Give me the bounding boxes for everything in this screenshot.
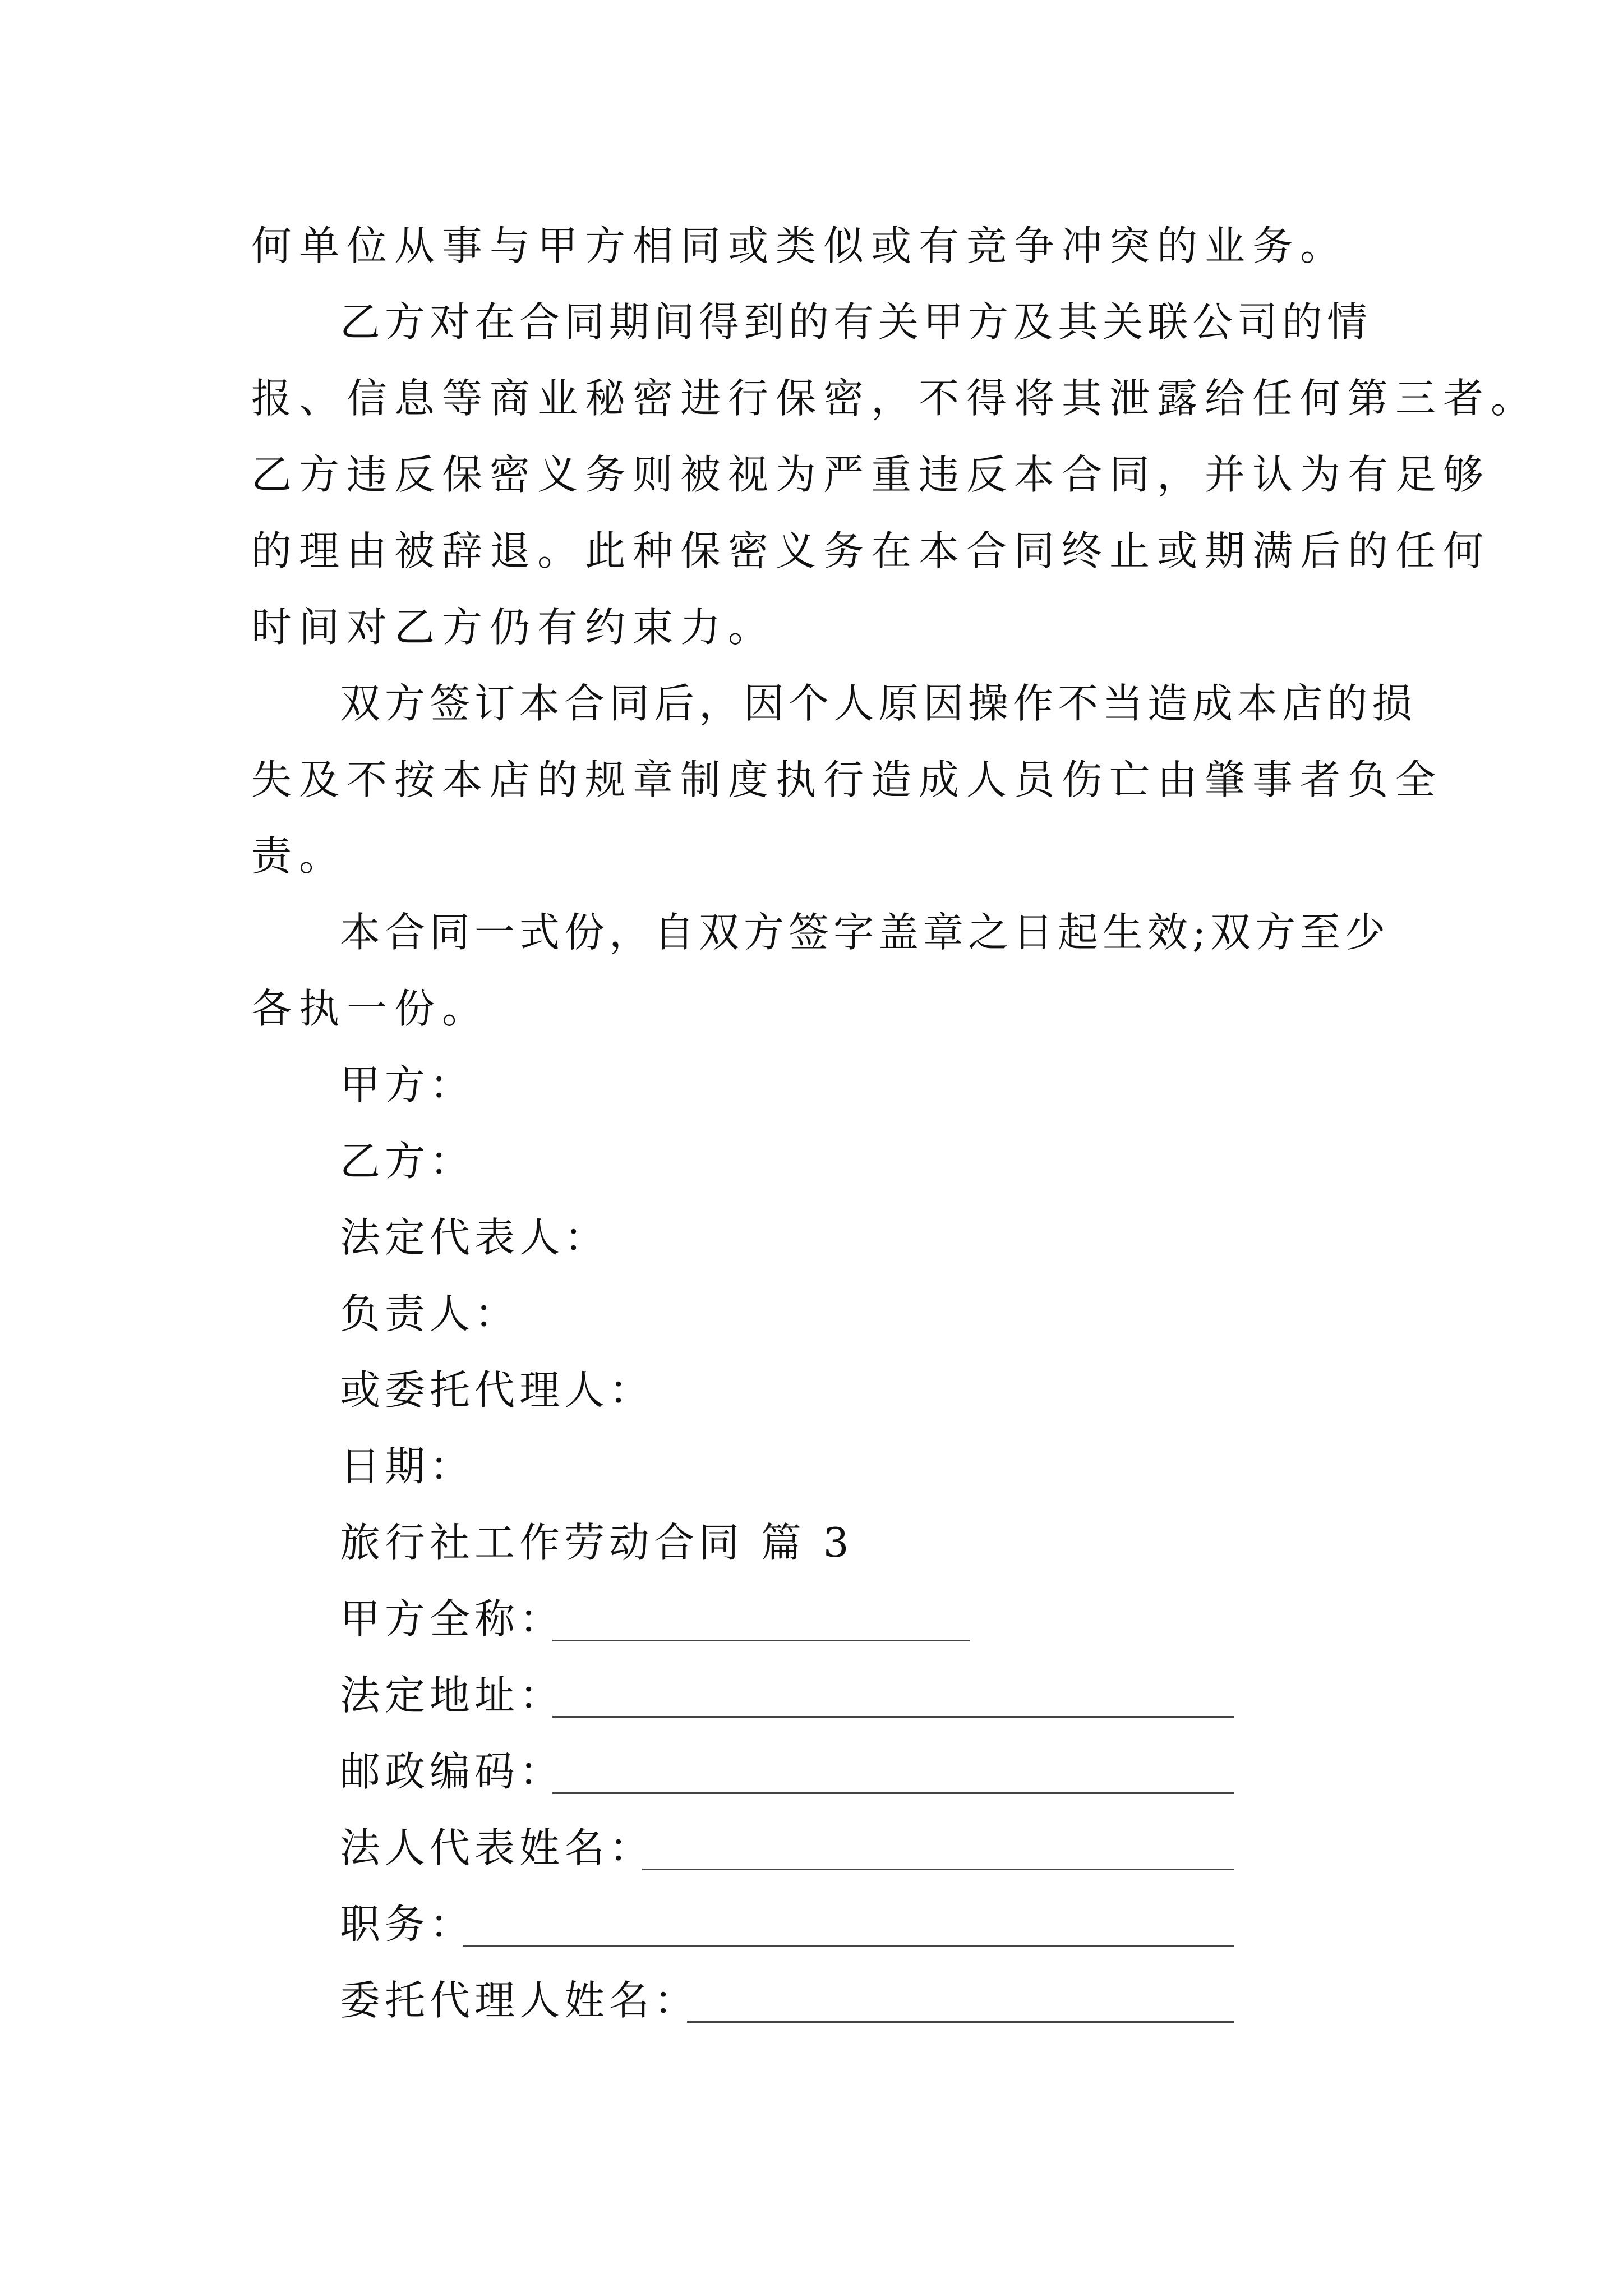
signature-party-b: 乙方： bbox=[340, 1138, 475, 1185]
field-blank-postal-code bbox=[552, 1792, 1234, 1794]
paragraph2-line2: 报、信息等商业秘密进行保密，不得将其泄露给任何第三者。 bbox=[251, 375, 1539, 422]
signature-party-a: 甲方： bbox=[340, 1061, 475, 1108]
paragraph3-line1: 双方签订本合同后，因个人原因操作不当造成本店的损 bbox=[340, 680, 1417, 727]
field-label-legal-address: 法定地址： bbox=[340, 1672, 565, 1719]
paragraph3-line2: 失及不按本店的规章制度执行造成人员伤亡由肇事者负全 bbox=[251, 756, 1444, 803]
paragraph3-line3: 责。 bbox=[251, 832, 347, 880]
paragraph4-line1: 本合同一式份，自双方签字盖章之日起生效;双方至少 bbox=[340, 909, 1390, 956]
field-blank-agent-name bbox=[687, 2021, 1234, 2023]
signature-date: 日期： bbox=[340, 1443, 475, 1490]
field-blank-legal-person-name bbox=[642, 1869, 1234, 1870]
section3-title: 旅行社工作劳动合同 篇 3 bbox=[340, 1519, 854, 1566]
signature-legal-rep: 法定代表人： bbox=[340, 1214, 610, 1261]
signature-agent: 或委托代理人： bbox=[340, 1366, 654, 1414]
field-blank-legal-address bbox=[552, 1716, 1234, 1718]
signature-responsible: 负责人： bbox=[340, 1290, 520, 1337]
paragraph2-line3: 乙方违反保密义务则被视为严重违反本合同，并认为有足够 bbox=[251, 451, 1491, 498]
field-label-legal-person-name: 法人代表姓名： bbox=[340, 1824, 654, 1871]
paragraph2-line1: 乙方对在合同期间得到的有关甲方及其关联公司的情 bbox=[340, 298, 1372, 346]
paragraph4-line2: 各执一份。 bbox=[251, 985, 490, 1032]
field-label-party-a-name: 甲方全称： bbox=[340, 1595, 565, 1642]
field-label-position: 职务： bbox=[340, 1901, 475, 1948]
paragraph2-line5: 时间对乙方仍有约束力。 bbox=[251, 604, 776, 651]
field-label-postal-code: 邮政编码： bbox=[340, 1748, 565, 1795]
field-blank-position bbox=[463, 1945, 1234, 1947]
paragraph1-line1: 何单位从事与甲方相同或类似或有竞争冲突的业务。 bbox=[251, 222, 1348, 269]
field-label-agent-name: 委托代理人姓名： bbox=[340, 1977, 699, 2024]
field-blank-party-a-name bbox=[552, 1640, 970, 1641]
paragraph2-line4: 的理由被辞退。此种保密义务在本合同终止或期满后的任何 bbox=[251, 527, 1491, 574]
